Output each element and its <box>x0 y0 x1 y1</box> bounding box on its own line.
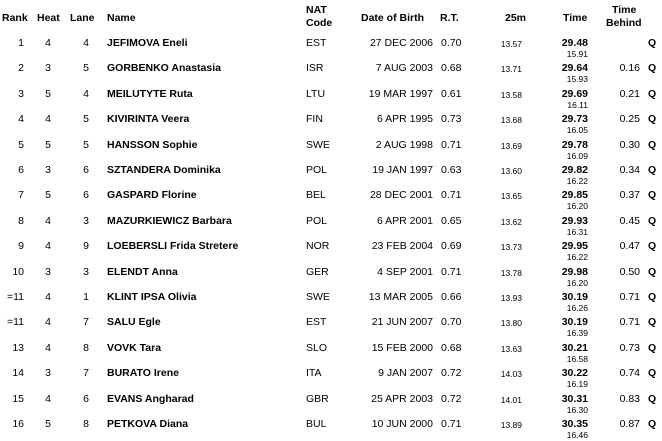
cell-rank: 14 <box>12 367 24 380</box>
cell-behind: 0.50 <box>619 265 640 278</box>
cell-time: 30.35 <box>561 418 588 430</box>
cell-behind: 0.30 <box>619 138 640 151</box>
cell-time: 29.48 <box>561 37 588 49</box>
cell-dob: 25 APR 2003 <box>371 392 433 405</box>
table-row <box>0 211 662 236</box>
cell-heat: 3 <box>45 367 51 380</box>
table-row <box>0 135 662 160</box>
cell-qualified: Q <box>648 138 657 151</box>
cell-behind: 0.25 <box>619 113 640 126</box>
cell-qualified: Q <box>648 240 657 253</box>
cell-heat: 5 <box>45 138 51 151</box>
cell-time: 29.64 <box>561 62 588 75</box>
cell-dob: 15 FEB 2000 <box>371 341 433 354</box>
cell-behind: 0.71 <box>619 316 640 329</box>
cell-nat: FIN <box>306 113 323 126</box>
cell-name: SZTANDERA Dominika <box>107 164 221 176</box>
header-name: Name <box>107 12 136 24</box>
cell-dob: 4 SEP 2001 <box>377 265 433 278</box>
cell-split-sub: 15.91 <box>566 49 588 59</box>
cell-split-sub: 16.11 <box>567 99 588 110</box>
cell-rt: 0.71 <box>441 138 462 151</box>
cell-rank: 3 <box>18 87 24 100</box>
cell-lane: 7 <box>83 367 89 380</box>
cell-split: 13.71 <box>500 64 522 75</box>
cell-rank: 2 <box>18 62 24 75</box>
cell-nat: POL <box>306 214 328 227</box>
cell-nat: BEL <box>306 189 326 202</box>
cell-dob: 13 MAR 2005 <box>368 291 433 303</box>
cell-nat: ITA <box>306 367 322 380</box>
cell-lane: 5 <box>83 113 89 126</box>
cell-rank: 7 <box>18 189 24 202</box>
header-25m: 25m <box>505 12 527 24</box>
cell-heat: 4 <box>45 291 51 303</box>
cell-behind: 0.21 <box>619 87 640 100</box>
cell-rank: =11 <box>6 316 24 329</box>
cell-time: 30.19 <box>561 316 588 329</box>
table-row <box>0 287 662 312</box>
cell-behind: 0.45 <box>619 214 640 227</box>
cell-heat: 5 <box>45 87 51 100</box>
table-row <box>0 338 662 363</box>
table-row <box>0 236 662 261</box>
cell-rank: 8 <box>18 214 24 227</box>
cell-lane: 9 <box>83 240 89 253</box>
cell-heat: 4 <box>45 113 51 126</box>
cell-rank: 13 <box>12 341 24 354</box>
cell-lane: 6 <box>83 189 89 202</box>
cell-time: 29.93 <box>561 214 588 227</box>
table-row <box>0 109 662 134</box>
cell-heat: 5 <box>45 418 51 430</box>
cell-rt: 0.68 <box>441 62 462 75</box>
cell-qualified: Q <box>648 341 657 354</box>
cell-qualified: Q <box>648 265 657 278</box>
cell-split: 13.80 <box>500 318 522 329</box>
cell-qualified: Q <box>648 367 657 380</box>
cell-name: PETKOVA Diana <box>107 418 189 430</box>
cell-split-sub: 16.46 <box>566 430 588 440</box>
table-row <box>0 160 662 185</box>
header-dob: Date of Birth <box>361 12 424 24</box>
cell-split: 13.69 <box>500 140 522 151</box>
cell-qualified: Q <box>648 37 657 49</box>
cell-split: 13.57 <box>500 39 522 49</box>
cell-lane: 6 <box>83 392 89 405</box>
cell-dob: 27 DEC 2006 <box>369 37 433 49</box>
cell-nat: GER <box>306 265 329 278</box>
cell-rt: 0.65 <box>441 214 462 227</box>
header-time-behind-2: Behind <box>606 17 642 29</box>
cell-lane: 8 <box>83 341 89 354</box>
cell-heat: 4 <box>45 392 51 405</box>
table-row <box>0 312 662 337</box>
cell-qualified: Q <box>648 189 657 202</box>
cell-nat: EST <box>306 316 327 329</box>
cell-rt: 0.71 <box>441 265 462 278</box>
cell-lane: 1 <box>83 291 89 303</box>
cell-split-sub: 16.22 <box>566 252 588 263</box>
cell-split: 14.03 <box>500 369 522 380</box>
cell-qualified: Q <box>648 291 657 303</box>
cell-heat: 4 <box>45 316 51 329</box>
cell-lane: 5 <box>83 138 89 151</box>
cell-split: 13.78 <box>500 267 522 278</box>
cell-rank: 16 <box>12 418 24 430</box>
cell-dob: 23 FEB 2004 <box>371 240 433 253</box>
cell-time: 29.78 <box>561 138 588 151</box>
cell-nat: ISR <box>306 62 324 75</box>
cell-rt: 0.71 <box>441 189 462 202</box>
cell-split-sub: 16.20 <box>566 201 588 212</box>
cell-name: JEFIMOVA Eneli <box>107 37 188 49</box>
cell-heat: 3 <box>45 265 51 278</box>
table-row <box>0 33 662 58</box>
cell-rt: 0.63 <box>441 164 462 176</box>
cell-name: KIVIRINTA Veera <box>107 113 190 126</box>
cell-rt: 0.72 <box>441 392 462 405</box>
cell-heat: 5 <box>45 189 51 202</box>
cell-rank: =11 <box>6 291 24 303</box>
cell-lane: 3 <box>83 214 89 227</box>
cell-dob: 10 JUN 2000 <box>371 418 433 430</box>
cell-rt: 0.68 <box>441 341 462 354</box>
cell-rank: 4 <box>18 113 24 126</box>
cell-time: 29.69 <box>561 87 588 100</box>
cell-name: MAZURKIEWICZ Barbara <box>107 214 232 227</box>
cell-split-sub: 16.22 <box>566 176 588 186</box>
cell-split-sub: 16.31 <box>566 226 588 237</box>
cell-rt: 0.69 <box>441 240 462 253</box>
cell-time: 30.31 <box>561 392 588 405</box>
cell-rt: 0.61 <box>441 87 462 100</box>
cell-heat: 3 <box>45 62 51 75</box>
cell-rt: 0.66 <box>441 291 462 303</box>
cell-nat: POL <box>306 164 328 176</box>
cell-dob: 6 APR 2001 <box>376 214 433 227</box>
cell-behind: 0.87 <box>619 418 640 430</box>
cell-qualified: Q <box>648 316 657 329</box>
cell-dob: 6 APR 1995 <box>376 113 433 126</box>
cell-nat: SLO <box>306 341 328 354</box>
cell-split-sub: 16.26 <box>566 303 588 313</box>
cell-split-sub: 16.39 <box>566 328 588 339</box>
cell-dob: 2 AUG 1998 <box>375 138 433 151</box>
cell-behind: 0.16 <box>619 62 640 75</box>
cell-name: HANSSON Sophie <box>107 138 198 151</box>
cell-split: 14.01 <box>500 394 522 405</box>
table-row <box>0 414 662 439</box>
cell-behind: 0.34 <box>619 164 640 176</box>
cell-time: 30.22 <box>561 367 588 380</box>
header-heat: Heat <box>37 12 60 24</box>
cell-split-sub: 16.30 <box>566 404 588 415</box>
header-code: Code <box>306 17 333 29</box>
cell-split: 13.93 <box>500 293 522 303</box>
cell-time: 29.82 <box>561 164 588 176</box>
cell-nat: EST <box>306 37 327 49</box>
cell-name: KLINT IPSA Olivia <box>107 291 197 303</box>
cell-name: LOEBERSLI Frida Stretere <box>107 240 239 253</box>
cell-time: 29.95 <box>561 240 588 253</box>
table-row <box>0 58 662 83</box>
header-lane: Lane <box>70 12 95 24</box>
cell-qualified: Q <box>648 418 657 430</box>
cell-rt: 0.71 <box>441 418 462 430</box>
header-rank: Rank <box>2 12 28 24</box>
cell-split-sub: 16.58 <box>566 353 588 364</box>
cell-rt: 0.70 <box>441 316 462 329</box>
cell-split: 13.58 <box>500 89 522 100</box>
cell-name: GORBENKO Anastasia <box>107 62 221 75</box>
cell-qualified: Q <box>648 392 657 405</box>
cell-lane: 8 <box>83 418 89 430</box>
cell-name: GASPARD Florine <box>107 189 197 202</box>
cell-heat: 4 <box>45 341 51 354</box>
cell-behind: 0.74 <box>619 367 640 380</box>
cell-name: EVANS Angharad <box>107 392 194 405</box>
header-rt: R.T. <box>440 12 459 24</box>
cell-split: 13.68 <box>500 115 522 126</box>
cell-time: 29.98 <box>561 265 588 278</box>
cell-heat: 3 <box>45 164 51 176</box>
cell-split-sub: 15.93 <box>566 74 588 85</box>
cell-nat: SWE <box>306 138 330 151</box>
cell-nat: BUL <box>306 418 327 430</box>
table-row <box>0 262 662 287</box>
cell-rank: 6 <box>18 164 24 176</box>
cell-rank: 1 <box>18 37 24 49</box>
table-row <box>0 84 662 109</box>
cell-heat: 4 <box>45 37 51 49</box>
cell-nat: NOR <box>306 240 330 253</box>
cell-nat: SWE <box>306 291 330 303</box>
cell-split-sub: 16.20 <box>566 277 588 288</box>
cell-split: 13.62 <box>500 216 522 227</box>
cell-qualified: Q <box>648 62 657 75</box>
cell-lane: 3 <box>83 265 89 278</box>
cell-heat: 4 <box>45 214 51 227</box>
cell-behind: 0.37 <box>619 189 640 202</box>
cell-split-sub: 16.09 <box>566 150 588 161</box>
header-nat: NAT <box>306 4 327 16</box>
cell-qualified: Q <box>648 214 657 227</box>
cell-name: SALU Egle <box>107 316 161 329</box>
cell-time: 30.21 <box>561 341 588 354</box>
cell-rank: 9 <box>18 240 24 253</box>
cell-name: VOVK Tara <box>107 341 162 354</box>
cell-time: 29.85 <box>561 189 588 202</box>
cell-dob: 19 JAN 1997 <box>372 164 433 176</box>
cell-lane: 4 <box>83 37 89 49</box>
table-row <box>0 363 662 388</box>
cell-nat: LTU <box>306 87 326 100</box>
cell-split: 13.73 <box>500 242 522 253</box>
cell-dob: 21 JUN 2007 <box>371 316 433 329</box>
cell-split-sub: 16.05 <box>566 125 588 136</box>
cell-rt: 0.70 <box>441 37 462 49</box>
cell-name: ELENDT Anna <box>107 265 178 278</box>
header-time: Time <box>563 12 588 24</box>
cell-lane: 4 <box>83 87 89 100</box>
table-row <box>0 389 662 414</box>
results-header <box>0 0 662 36</box>
cell-nat: GBR <box>306 392 329 405</box>
cell-time: 30.19 <box>561 291 588 303</box>
cell-behind: 0.73 <box>619 341 640 354</box>
cell-rt: 0.73 <box>441 113 462 126</box>
cell-name: MEILUTYTE Ruta <box>107 87 193 100</box>
cell-dob: 9 JAN 2007 <box>378 367 433 380</box>
cell-qualified: Q <box>648 113 657 126</box>
cell-time: 29.73 <box>561 113 588 126</box>
cell-behind: 0.71 <box>619 291 640 303</box>
cell-behind: 0.83 <box>619 392 640 405</box>
cell-split: 13.63 <box>500 343 522 354</box>
cell-dob: 28 DEC 2001 <box>369 189 433 202</box>
cell-lane: 5 <box>83 62 89 75</box>
header-time-behind-1: Time <box>612 4 637 16</box>
cell-rank: 5 <box>18 138 24 151</box>
cell-name: BURATO Irene <box>107 367 179 380</box>
cell-rank: 10 <box>12 265 24 278</box>
cell-heat: 4 <box>45 240 51 253</box>
cell-dob: 7 AUG 2003 <box>375 62 433 75</box>
cell-qualified: Q <box>648 87 657 100</box>
cell-split: 13.65 <box>500 191 522 202</box>
cell-qualified: Q <box>648 164 657 176</box>
cell-rt: 0.72 <box>441 367 462 380</box>
table-row <box>0 185 662 210</box>
cell-behind: 0.47 <box>619 240 640 253</box>
cell-lane: 7 <box>83 316 89 329</box>
cell-rank: 15 <box>12 392 24 405</box>
cell-split-sub: 16.19 <box>566 379 588 390</box>
cell-dob: 19 MAR 1997 <box>368 87 433 100</box>
cell-lane: 6 <box>83 164 89 176</box>
cell-split: 13.60 <box>500 166 522 176</box>
cell-split: 13.89 <box>500 420 522 430</box>
